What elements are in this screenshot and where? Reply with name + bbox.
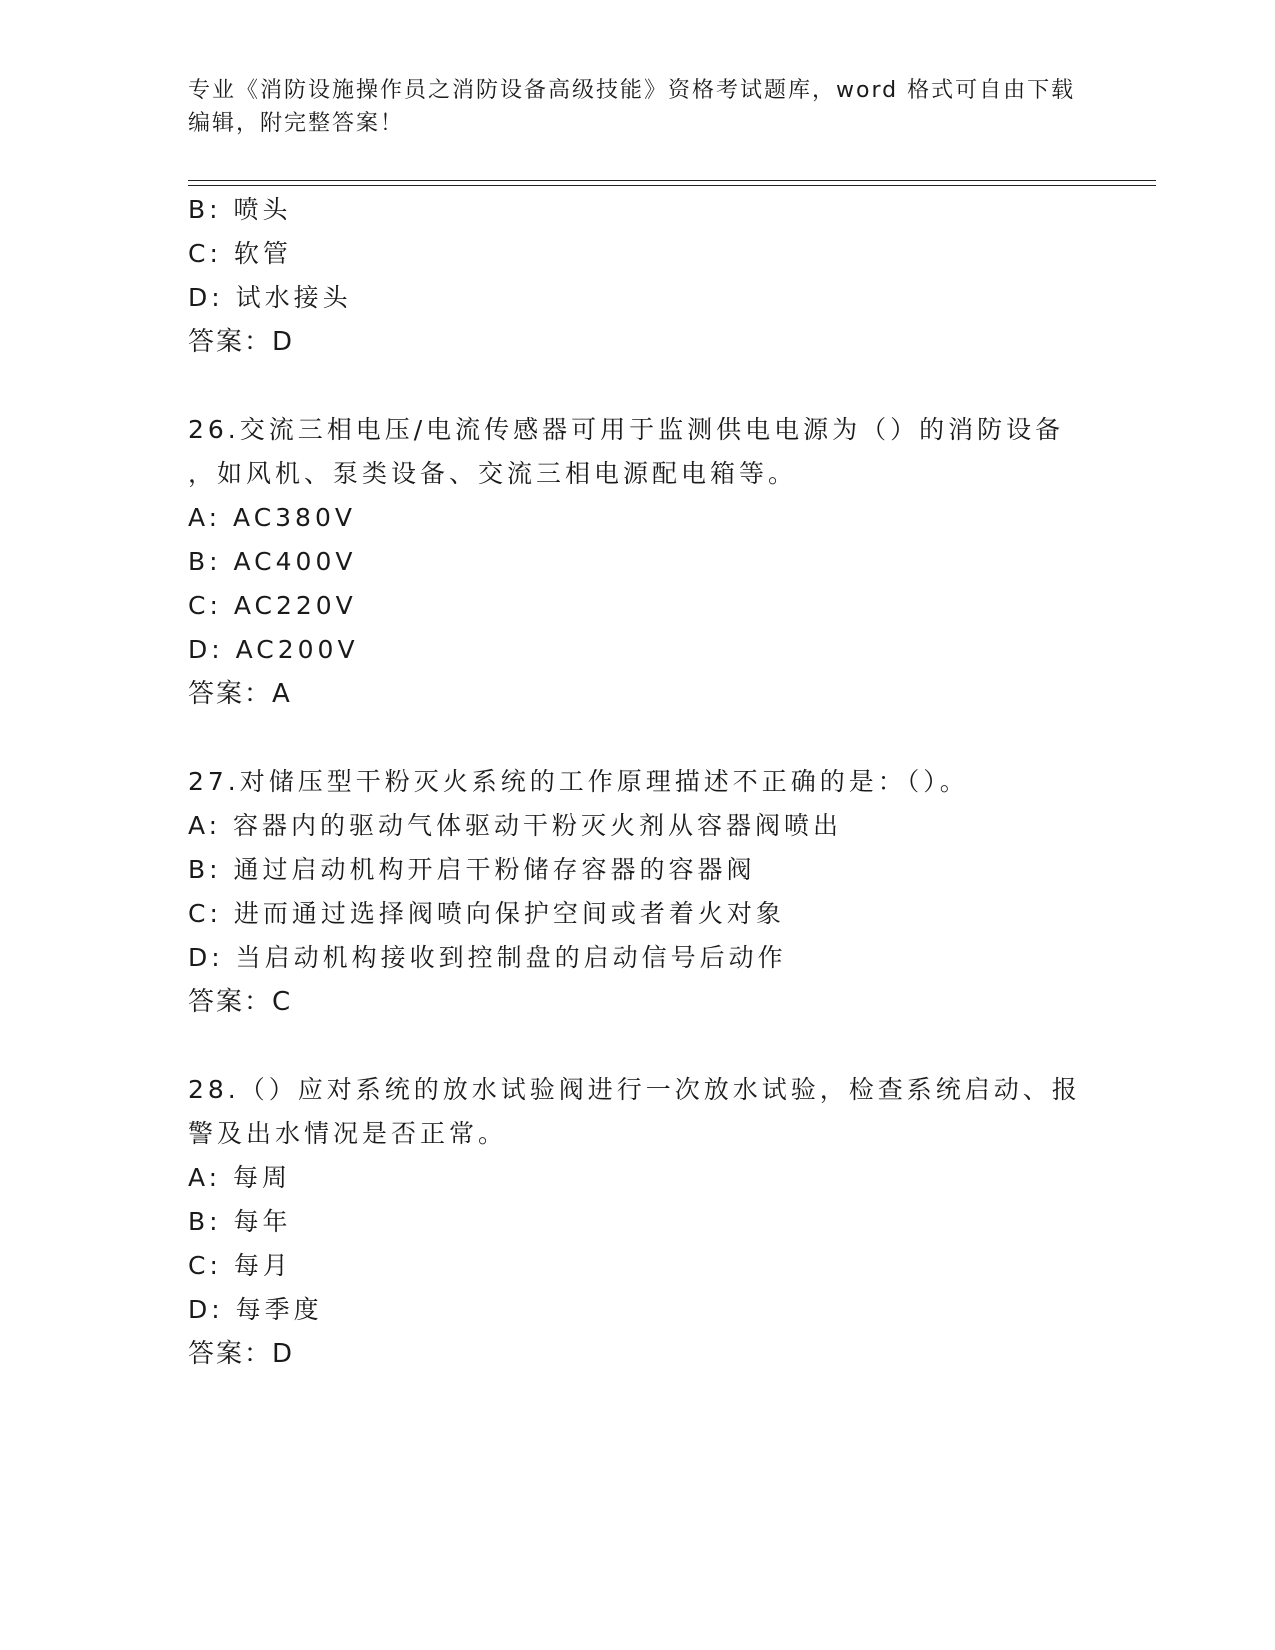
header-rule-bottom bbox=[188, 185, 1156, 186]
q26-answer: 答案：A bbox=[188, 679, 292, 709]
q26-stem-line1: 26.交流三相电压/电流传感器可用于监测供电电源为（）的消防设备 bbox=[188, 415, 1065, 444]
q27-option-a: A: 容器内的驱动气体驱动干粉灭火剂从容器阀喷出 bbox=[188, 811, 843, 840]
prev-option-c: C: 软管 bbox=[188, 239, 292, 268]
q27-option-d: D: 当启动机构接收到控制盘的启动信号后动作 bbox=[188, 943, 787, 972]
q28-stem-line2: 警及出水情况是否正常。 bbox=[188, 1119, 508, 1148]
q28-option-c: C: 每月 bbox=[188, 1251, 292, 1280]
q26-option-c: C: AC220V bbox=[188, 591, 357, 620]
q28-stem-line1: 28.（）应对系统的放水试验阀进行一次放水试验，检查系统启动、报 bbox=[188, 1075, 1081, 1104]
q28-answer: 答案：D bbox=[188, 1339, 295, 1369]
prev-option-b: B: 喷头 bbox=[188, 195, 292, 224]
document-header: 专业《消防设施操作员之消防设备高级技能》资格考试题库，word 格式可自由下载编辑，附完整答案！ bbox=[188, 78, 1076, 136]
q27-option-b: B: 通过启动机构开启干粉储存容器的容器阀 bbox=[188, 855, 756, 884]
q27-answer: 答案：C bbox=[188, 987, 293, 1017]
prev-answer: 答案：D bbox=[188, 327, 295, 357]
q26-stem-line2: ，如风机、泵类设备、交流三相电源配电箱等。 bbox=[188, 459, 798, 488]
q28-option-d: D: 每季度 bbox=[188, 1295, 323, 1324]
prev-option-d: D: 试水接头 bbox=[188, 283, 352, 312]
q26-option-d: D: AC200V bbox=[188, 635, 359, 664]
q28-option-b: B: 每年 bbox=[188, 1207, 292, 1236]
q26-option-a: A: AC380V bbox=[188, 503, 356, 532]
q27-option-c: C: 进而通过选择阀喷向保护空间或者着火对象 bbox=[188, 899, 785, 928]
q27-stem-line1: 27.对储压型干粉灭火系统的工作原理描述不正确的是：（）。 bbox=[188, 767, 969, 796]
header-rule-top bbox=[188, 180, 1156, 181]
q28-option-a: A: 每周 bbox=[188, 1163, 292, 1192]
q26-option-b: B: AC400V bbox=[188, 547, 357, 576]
